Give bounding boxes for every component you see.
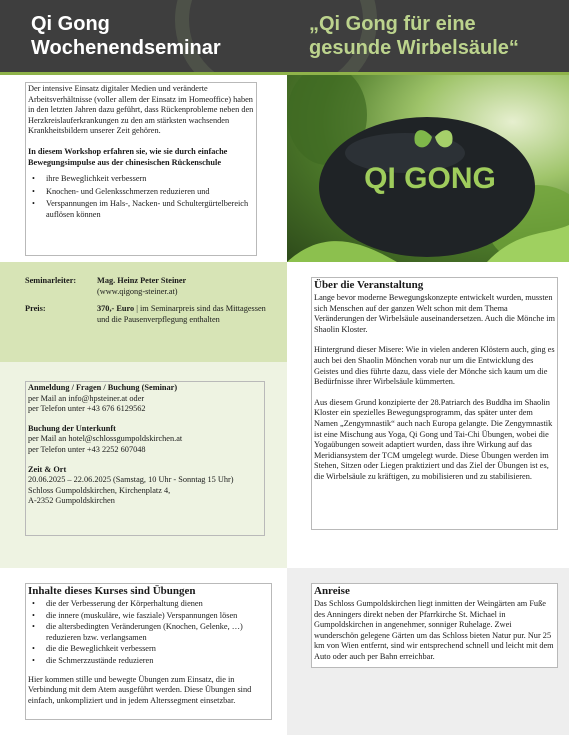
price-amount: 370,- Euro [97,304,135,314]
course-box [25,583,272,720]
arrival-title: Anreise [314,585,350,597]
leader-name: Mag. Heinz Peter Steiner [97,276,187,285]
leader-value [97,276,270,297]
lodging-title: Buchung der Unterkunft [28,423,116,433]
course-text [28,599,269,706]
price-value [97,304,270,325]
lodging-mail[interactable]: per Mail an hotel@schlossgumpoldskirchen.at [28,434,183,444]
header-left [0,0,287,72]
time-place-title: Zeit & Ort [28,464,67,474]
list-item: • die innere (muskuläre, wie fasziale) Verspannungen lösen [28,611,269,622]
price-label: Preis: [25,304,46,314]
stone-illustration [287,75,569,262]
course-title: Inhalte dieses Kurses sind Übungen [28,585,196,597]
booking-block [28,383,262,415]
seminar-title-line-2: Wochenendseminar [31,37,221,59]
seminar-subtitle-line-2: gesunde Wirbelsäule“ [309,37,519,59]
leader-price-section [25,276,270,332]
course-bullet-list [28,599,269,667]
seminar-subtitle-line-1: „Qi Gong für eine [309,13,476,35]
intro-bullet-list [28,174,254,220]
seminar-subtitle [309,12,519,60]
about-box [311,277,558,530]
contact-box [25,381,265,536]
leader-website[interactable]: (www.qigong-steiner.at) [97,286,178,296]
arrival-text: Das Schloss Gumpoldskirchen liegt inmitten der Weingärten am Fuße des Anningers direkt neben der Pfarrkirche St. Michael in Gumpoldskirchen in angenehmer, sonniger Ruhelage. Zwei wunderschön gelegene Gärten um das Schloss bieten Natur pur. Nur 25 km von Wien entfernt, sind wir entsprechend schnell und leicht mit dem Auto oder auch per Bahn erreichbar. [314,599,554,661]
booking-mail[interactable]: per Mail an info@hpsteiner.at oder [28,393,145,403]
lodging-block [28,424,262,456]
list-item: • die altersbedingten Veränderungen (Knochen, Gelenke, …) reduzieren bzw. verlangsamen [28,622,269,643]
arrival-box [311,583,558,668]
seminar-city: A-2352 Gumpoldskirchen [28,496,115,506]
booking-phone[interactable]: per Telefon unter +43 676 6129562 [28,404,146,414]
about-paragraph: Lange bevor moderne Bewegungskonzepte entwickelt wurden, mussten sich Menschen auf der ganzen Welt schon mit dem Thema Veränderungen der Wirbelsäule auseinandersetzen. Auch die Mönche im Shaolin Kloster. [314,293,555,334]
seminar-title-line-1: Qi Gong [31,13,110,35]
seminar-title [31,12,221,60]
seminar-venue: Schloss Gumpoldskirchen, Kirchenplatz 4, [28,485,171,495]
leader-label: Seminarleiter: [25,276,77,285]
price-note: | im Seminarpreis sind das Mittagessen und die Pausenverpflegung enthalten [97,304,266,324]
seminar-time: 20.06.2025 – 22.06.2025 (Samstag, 10 Uhr - Sonntag 15 Uhr) [28,475,234,485]
header-right [287,0,569,72]
leader-row [25,276,270,297]
list-item: • ihre Beweglichkeit verbessern [28,174,254,185]
price-row [25,304,270,325]
intro-box [25,82,257,256]
list-item: • die Schmerzzustände reduzieren [28,656,269,667]
booking-title: Anmeldung / Fragen / Buchung (Seminar) [28,383,178,392]
list-item: • die die Beweglichkeit verbessern [28,644,269,655]
about-paragraph: Aus diesem Grund konzipierte der 28.Patriarch des Buddha im Shaolin Kloster ein spezielles Bewegungsprogramm, das später unter dem Namen „Zengymnastik“ auch nach Europa gelangte. Die Zengymnastik ist eine Mischung aus Yoga, Qi Gong und Tai-Chi Übungen, wobei die Yogaübungen soweit adaptiert wurden, dass ihre Wirkung auf das Meridiansystem der TCM umgelegt wurde. Diese Übungen werden im Stehen, Sitzen oder Liegen praktiziert und das Ziel der Übungen ist es, die Wirbelsäule zu kräftigen, zu mobilisieren und zu stabilisieren. [314,397,553,481]
qi-gong-stone-photo [287,75,569,262]
about-paragraph: Hintergrund dieser Misere: Wie in vielen anderen Klöstern auch, ging es auch bei den Shaolin Mönchen vorab nur um die Entwicklung des Geistes und dies führte dazu, dass viele der Mönche sich kaum um die Bedürfnisse ihrer Wirbelsäule kümmerten. [314,345,555,387]
list-item: • die der Verbesserung der Körperhaltung dienen [28,599,269,610]
intro-paragraph: Der intensive Einsatz digitaler Medien und veränderte Arbeitsverhältnisse (voller allem der Einsatz im Homeoffice) haben in den letzten Jahren dazu geführt, dass Rückenprobleme neben den Herzkreislauferkrankungen zu den am stärksten wachsenden Krankheitsbildern unserer Zeit gehören. [28,84,254,136]
intro-lead: In diesem Workshop erfahren sie, wie sie durch einfache Bewegungsimpulse aus der chinesischen Rückenschule [28,146,228,167]
lodging-phone[interactable]: per Telefon unter +43 2252 607048 [28,444,146,454]
list-item: • Knochen- und Gelenksschmerzen reduzieren und [28,187,254,198]
time-place-block [28,465,262,507]
about-text [314,293,555,483]
course-footer: Hier kommen stille und bewegte Übungen zum Einsatz, die in Verbindung mit dem Atem ausgeführt werden. Diese Übungen sind einfach, unkompliziert und in jedem Alterssegment einsetzbar. [28,674,252,705]
list-item: • Verspannungen im Hals-, Nacken- und Schultergürtelbereich auflösen können [28,199,254,220]
stone-text: QI GONG [364,162,496,195]
about-title: Über die Veranstaltung [314,279,424,291]
